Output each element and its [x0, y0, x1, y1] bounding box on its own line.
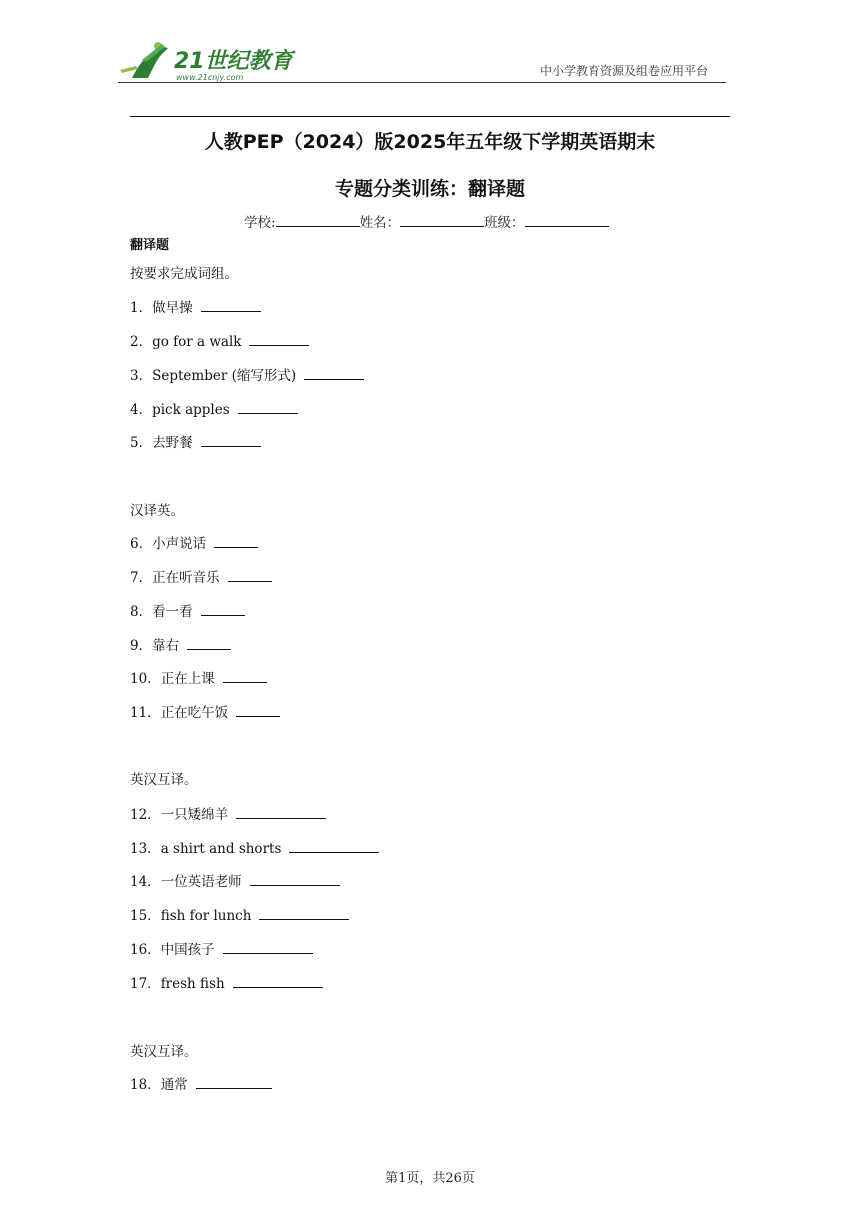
question-text: 一只矮绵羊: [160, 807, 229, 823]
class-label: 班级：: [484, 215, 525, 231]
logo-text: 21世纪教育: [174, 49, 293, 74]
question-item: [130, 837, 379, 857]
answer-blank[interactable]: [214, 534, 258, 548]
class-field[interactable]: [525, 212, 609, 227]
group-instruction: 汉译英。: [130, 503, 184, 519]
answer-blank[interactable]: [233, 974, 323, 988]
group-instruction: 英汉互译。: [130, 1044, 198, 1060]
student-info-row: [244, 211, 609, 231]
answer-blank[interactable]: [250, 872, 340, 886]
question-text: 做早操: [152, 300, 193, 316]
question-number: 4．: [130, 402, 153, 418]
question-number: 15．: [130, 908, 161, 924]
question-item: [130, 938, 313, 958]
question-item: [130, 972, 323, 992]
page-subtitle: 专题分类训练：翻译题: [334, 178, 525, 200]
page-footer: 第1页，共26页: [385, 1171, 475, 1186]
school-label: 学校:: [244, 215, 276, 231]
question-text: 去野餐: [152, 435, 193, 451]
question-text: 通常: [160, 1077, 188, 1093]
question-text: 正在上课: [160, 671, 215, 687]
question-item: [130, 870, 340, 890]
question-text: fish for lunch: [160, 908, 252, 924]
question-item: [130, 431, 261, 451]
question-item: [130, 398, 298, 418]
question-number: 18．: [130, 1077, 161, 1093]
answer-blank[interactable]: [223, 669, 267, 683]
question-text: fresh fish: [160, 976, 225, 992]
question-number: 1．: [130, 300, 153, 316]
question-item: [130, 296, 261, 316]
answer-blank[interactable]: [304, 366, 364, 380]
group-instruction: 按要求完成词组。: [130, 266, 238, 282]
answer-blank[interactable]: [249, 332, 309, 346]
header-divider: [118, 82, 726, 83]
name-field[interactable]: [400, 212, 484, 227]
section-label: 翻译题: [130, 238, 170, 253]
header-platform-text: 中小学教育资源及组卷应用平台: [540, 64, 709, 78]
answer-blank[interactable]: [238, 400, 298, 414]
question-number: 16．: [130, 942, 161, 958]
answer-blank[interactable]: [236, 805, 326, 819]
question-text: 看一看: [152, 604, 193, 620]
answer-blank[interactable]: [228, 568, 272, 582]
question-number: 7．: [130, 570, 153, 586]
question-number: 9．: [130, 638, 153, 654]
question-number: 13．: [130, 841, 161, 857]
name-label: 姓名：: [359, 215, 401, 231]
question-item: [130, 904, 349, 924]
question-item: [130, 701, 280, 721]
question-text: 靠右: [152, 638, 180, 654]
group-instruction: 英汉互译。: [130, 772, 198, 788]
answer-blank[interactable]: [236, 703, 280, 717]
question-text: 小声说话: [152, 536, 207, 552]
logo: [118, 40, 298, 82]
question-text: 正在吃午饭: [160, 705, 229, 721]
question-item: [130, 566, 272, 586]
question-text: 一位英语老师: [160, 874, 242, 890]
page-title: 人教PEP（2024）版2025年五年级下学期英语期末: [204, 131, 656, 153]
answer-blank[interactable]: [259, 906, 349, 920]
question-text: a shirt and shorts: [160, 841, 282, 857]
school-field[interactable]: [276, 212, 360, 227]
question-item: [130, 600, 245, 620]
runner-icon: [118, 40, 298, 82]
question-number: 12．: [130, 807, 161, 823]
question-text: pick apples: [152, 402, 230, 418]
question-text: September (缩写形式): [152, 368, 297, 384]
answer-blank[interactable]: [187, 636, 231, 650]
answer-blank[interactable]: [196, 1075, 272, 1089]
answer-blank[interactable]: [201, 602, 245, 616]
question-text: 中国孩子: [160, 942, 215, 958]
question-number: 11．: [130, 705, 161, 721]
title-divider: [130, 116, 730, 117]
answer-blank[interactable]: [201, 433, 261, 447]
question-text: 正在听音乐: [152, 570, 220, 586]
logo-url: www.21cnjy.com: [176, 73, 244, 82]
answer-blank[interactable]: [223, 940, 313, 954]
question-number: 3．: [130, 368, 153, 384]
question-number: 8．: [130, 604, 153, 620]
question-item: [130, 330, 309, 350]
question-item: [130, 532, 258, 552]
question-number: 2．: [130, 334, 153, 350]
question-number: 5．: [130, 435, 153, 451]
answer-blank[interactable]: [201, 298, 261, 312]
question-text: go for a walk: [152, 334, 242, 350]
question-number: 10．: [130, 671, 161, 687]
question-item: [130, 634, 231, 654]
question-item: [130, 1073, 272, 1093]
question-item: [130, 667, 267, 687]
question-number: 6．: [130, 536, 153, 552]
question-number: 14．: [130, 874, 161, 890]
question-item: [130, 803, 326, 823]
answer-blank[interactable]: [289, 839, 379, 853]
question-number: 17．: [130, 976, 161, 992]
question-item: [130, 364, 364, 384]
